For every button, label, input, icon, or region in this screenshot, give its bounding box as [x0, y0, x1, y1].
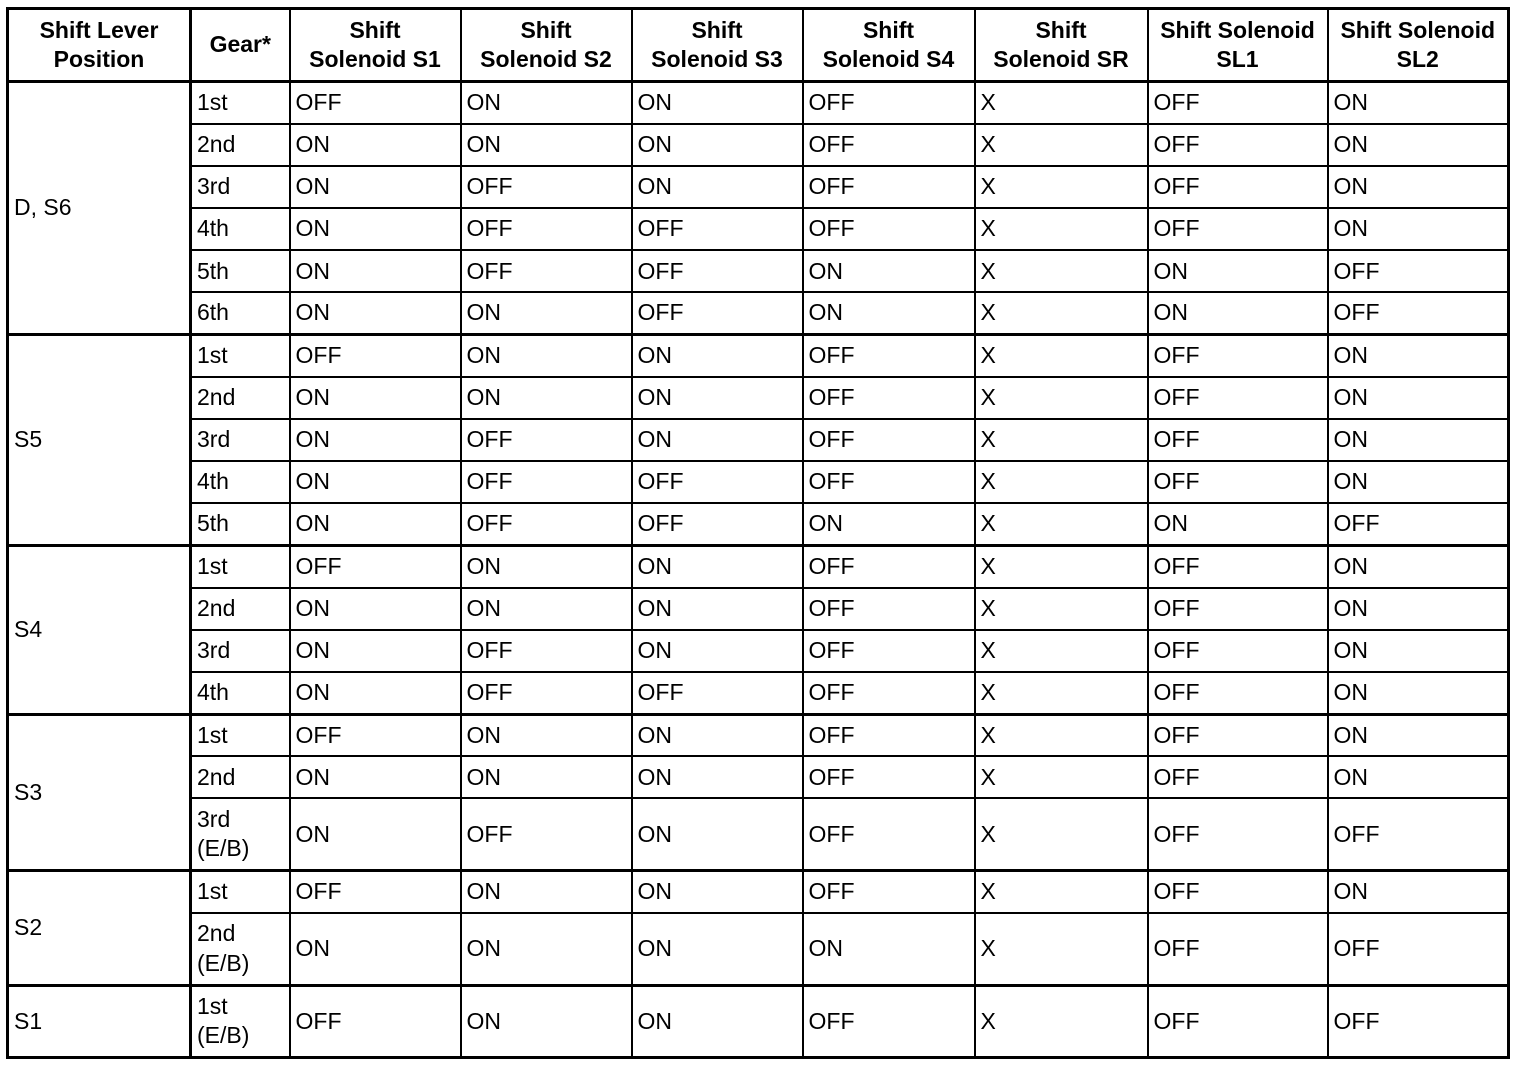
solenoid-s3-cell: ON — [632, 419, 803, 461]
solenoid-s4-cell: OFF — [803, 798, 975, 870]
solenoid-s2-cell: ON — [461, 588, 632, 630]
solenoid-s1-cell: ON — [290, 503, 461, 545]
solenoid-s3-cell: OFF — [632, 503, 803, 545]
table-body — [8, 82, 1509, 1058]
solenoid-s2-cell: OFF — [461, 419, 632, 461]
solenoid-sl2-cell: ON — [1328, 124, 1509, 166]
table-row — [8, 419, 1509, 461]
solenoid-sr-cell: X — [975, 503, 1148, 545]
table-row — [8, 250, 1509, 292]
solenoid-sl2-cell: OFF — [1328, 913, 1509, 985]
solenoid-sl2-cell: ON — [1328, 419, 1509, 461]
solenoid-s2-cell: OFF — [461, 166, 632, 208]
solenoid-sl1-cell: OFF — [1148, 545, 1328, 587]
gear-cell: 3rd — [191, 630, 290, 672]
gear-cell: 5th — [191, 503, 290, 545]
solenoid-s1-cell: OFF — [290, 871, 461, 913]
solenoid-sr-cell: X — [975, 756, 1148, 798]
solenoid-s2-cell: ON — [461, 871, 632, 913]
solenoid-sr-cell: X — [975, 985, 1148, 1057]
solenoid-s2-cell: ON — [461, 756, 632, 798]
gear-cell: 4th — [191, 208, 290, 250]
header-row — [8, 9, 1509, 82]
gear-cell: 1st — [191, 871, 290, 913]
solenoid-s4-cell: OFF — [803, 630, 975, 672]
solenoid-s2-cell: OFF — [461, 503, 632, 545]
col-header-solenoid-s4: Shift Solenoid S4 — [803, 9, 975, 82]
col-header-solenoid-s2: Shift Solenoid S2 — [461, 9, 632, 82]
solenoid-s3-cell: ON — [632, 798, 803, 870]
solenoid-s2-cell: OFF — [461, 630, 632, 672]
solenoid-sl2-cell: ON — [1328, 545, 1509, 587]
solenoid-operation-table — [6, 7, 1510, 1059]
gear-cell: 1st — [191, 82, 290, 124]
solenoid-sr-cell: X — [975, 419, 1148, 461]
solenoid-s1-cell: ON — [290, 419, 461, 461]
table-row — [8, 756, 1509, 798]
solenoid-s1-cell: ON — [290, 672, 461, 714]
solenoid-sr-cell: X — [975, 208, 1148, 250]
gear-cell: 2nd — [191, 124, 290, 166]
solenoid-sl1-cell: OFF — [1148, 756, 1328, 798]
solenoid-sl2-cell: ON — [1328, 208, 1509, 250]
gear-cell: 2nd — [191, 756, 290, 798]
solenoid-s1-cell: OFF — [290, 82, 461, 124]
solenoid-sr-cell: X — [975, 545, 1148, 587]
solenoid-s1-cell: OFF — [290, 714, 461, 756]
solenoid-sl1-cell: OFF — [1148, 588, 1328, 630]
solenoid-s3-cell: ON — [632, 82, 803, 124]
solenoid-s4-cell: OFF — [803, 335, 975, 377]
solenoid-s3-cell: ON — [632, 985, 803, 1057]
solenoid-s4-cell: ON — [803, 913, 975, 985]
solenoid-s4-cell: OFF — [803, 461, 975, 503]
solenoid-s4-cell: OFF — [803, 166, 975, 208]
solenoid-s2-cell: OFF — [461, 208, 632, 250]
solenoid-s3-cell: ON — [632, 871, 803, 913]
table-row — [8, 913, 1509, 985]
solenoid-s1-cell: OFF — [290, 335, 461, 377]
solenoid-s1-cell: ON — [290, 292, 461, 334]
solenoid-sr-cell: X — [975, 461, 1148, 503]
shift-lever-position-cell: S3 — [8, 714, 191, 871]
solenoid-sl1-cell: ON — [1148, 250, 1328, 292]
solenoid-s4-cell: OFF — [803, 545, 975, 587]
solenoid-sl2-cell: OFF — [1328, 250, 1509, 292]
solenoid-s1-cell: ON — [290, 377, 461, 419]
col-header-shift-lever-position: Shift Lever Position — [8, 9, 191, 82]
solenoid-sl1-cell: OFF — [1148, 798, 1328, 870]
solenoid-s2-cell: OFF — [461, 461, 632, 503]
solenoid-sl1-cell: OFF — [1148, 419, 1328, 461]
solenoid-sr-cell: X — [975, 588, 1148, 630]
gear-cell: 1st — [191, 714, 290, 756]
solenoid-sl2-cell: ON — [1328, 377, 1509, 419]
solenoid-sr-cell: X — [975, 124, 1148, 166]
solenoid-sr-cell: X — [975, 292, 1148, 334]
table-row — [8, 545, 1509, 587]
solenoid-sl1-cell: OFF — [1148, 985, 1328, 1057]
solenoid-sr-cell: X — [975, 630, 1148, 672]
solenoid-s3-cell: ON — [632, 377, 803, 419]
gear-cell: 3rd — [191, 166, 290, 208]
solenoid-sl2-cell: ON — [1328, 166, 1509, 208]
col-header-solenoid-s3: Shift Solenoid S3 — [632, 9, 803, 82]
solenoid-sl2-cell: ON — [1328, 82, 1509, 124]
solenoid-s1-cell: ON — [290, 208, 461, 250]
solenoid-sr-cell: X — [975, 913, 1148, 985]
solenoid-s1-cell: ON — [290, 756, 461, 798]
gear-cell: 1st — [191, 335, 290, 377]
solenoid-sl1-cell: OFF — [1148, 672, 1328, 714]
solenoid-sl1-cell: OFF — [1148, 124, 1328, 166]
solenoid-s3-cell: ON — [632, 588, 803, 630]
solenoid-sr-cell: X — [975, 166, 1148, 208]
gear-cell: 3rd — [191, 419, 290, 461]
shift-lever-position-cell: S1 — [8, 985, 191, 1057]
gear-cell: 2nd (E/B) — [191, 913, 290, 985]
solenoid-sl2-cell: ON — [1328, 335, 1509, 377]
gear-cell: 2nd — [191, 377, 290, 419]
solenoid-sl2-cell: OFF — [1328, 798, 1509, 870]
table-row — [8, 82, 1509, 124]
solenoid-s2-cell: ON — [461, 714, 632, 756]
solenoid-s4-cell: ON — [803, 503, 975, 545]
solenoid-s2-cell: ON — [461, 377, 632, 419]
solenoid-s3-cell: ON — [632, 630, 803, 672]
solenoid-s3-cell: ON — [632, 545, 803, 587]
solenoid-s2-cell: ON — [461, 913, 632, 985]
table-row — [8, 630, 1509, 672]
solenoid-s3-cell: OFF — [632, 208, 803, 250]
shift-lever-position-cell: S5 — [8, 335, 191, 546]
solenoid-s1-cell: ON — [290, 250, 461, 292]
table-row — [8, 292, 1509, 334]
solenoid-s4-cell: OFF — [803, 985, 975, 1057]
solenoid-s2-cell: ON — [461, 82, 632, 124]
table-row — [8, 124, 1509, 166]
table-row — [8, 714, 1509, 756]
solenoid-s3-cell: OFF — [632, 461, 803, 503]
solenoid-sr-cell: X — [975, 82, 1148, 124]
solenoid-sl1-cell: OFF — [1148, 377, 1328, 419]
solenoid-sl1-cell: OFF — [1148, 335, 1328, 377]
table-row — [8, 335, 1509, 377]
col-header-solenoid-sl1: Shift Solenoid SL1 — [1148, 9, 1328, 82]
solenoid-sr-cell: X — [975, 250, 1148, 292]
solenoid-sr-cell: X — [975, 672, 1148, 714]
solenoid-s3-cell: OFF — [632, 250, 803, 292]
gear-cell: 1st — [191, 545, 290, 587]
gear-cell: 5th — [191, 250, 290, 292]
solenoid-s1-cell: ON — [290, 630, 461, 672]
shift-lever-position-cell: S4 — [8, 545, 191, 714]
col-header-solenoid-s1: Shift Solenoid S1 — [290, 9, 461, 82]
gear-cell: 6th — [191, 292, 290, 334]
table-row — [8, 985, 1509, 1057]
table-row — [8, 166, 1509, 208]
solenoid-s1-cell: OFF — [290, 545, 461, 587]
solenoid-sr-cell: X — [975, 871, 1148, 913]
solenoid-sl1-cell: OFF — [1148, 714, 1328, 756]
solenoid-s3-cell: ON — [632, 714, 803, 756]
gear-cell: 4th — [191, 672, 290, 714]
solenoid-sr-cell: X — [975, 714, 1148, 756]
solenoid-s4-cell: OFF — [803, 82, 975, 124]
solenoid-sl2-cell: OFF — [1328, 985, 1509, 1057]
table-row — [8, 377, 1509, 419]
solenoid-s4-cell: OFF — [803, 208, 975, 250]
gear-cell: 2nd — [191, 588, 290, 630]
solenoid-s4-cell: OFF — [803, 756, 975, 798]
solenoid-s3-cell: OFF — [632, 292, 803, 334]
solenoid-s4-cell: OFF — [803, 672, 975, 714]
solenoid-sl2-cell: ON — [1328, 871, 1509, 913]
gear-cell: 3rd (E/B) — [191, 798, 290, 870]
solenoid-s1-cell: ON — [290, 124, 461, 166]
solenoid-sl2-cell: ON — [1328, 756, 1509, 798]
solenoid-s4-cell: OFF — [803, 377, 975, 419]
solenoid-sl1-cell: OFF — [1148, 82, 1328, 124]
solenoid-sl2-cell: ON — [1328, 588, 1509, 630]
solenoid-s3-cell: OFF — [632, 672, 803, 714]
table-row — [8, 503, 1509, 545]
solenoid-s2-cell: ON — [461, 124, 632, 166]
gear-cell: 4th — [191, 461, 290, 503]
solenoid-sl2-cell: OFF — [1328, 503, 1509, 545]
table-row — [8, 672, 1509, 714]
solenoid-s1-cell: ON — [290, 461, 461, 503]
table-header — [8, 9, 1509, 82]
solenoid-s4-cell: OFF — [803, 419, 975, 461]
solenoid-sl2-cell: OFF — [1328, 292, 1509, 334]
solenoid-s4-cell: OFF — [803, 714, 975, 756]
solenoid-s2-cell: OFF — [461, 672, 632, 714]
solenoid-s1-cell: ON — [290, 913, 461, 985]
solenoid-s2-cell: ON — [461, 985, 632, 1057]
solenoid-s2-cell: ON — [461, 292, 632, 334]
solenoid-s4-cell: OFF — [803, 124, 975, 166]
solenoid-s3-cell: ON — [632, 166, 803, 208]
solenoid-s1-cell: OFF — [290, 985, 461, 1057]
solenoid-s2-cell: ON — [461, 335, 632, 377]
table-row — [8, 871, 1509, 913]
solenoid-s2-cell: OFF — [461, 798, 632, 870]
table-row — [8, 208, 1509, 250]
solenoid-sl1-cell: OFF — [1148, 166, 1328, 208]
solenoid-s2-cell: ON — [461, 545, 632, 587]
solenoid-s1-cell: ON — [290, 166, 461, 208]
table-row — [8, 461, 1509, 503]
solenoid-s3-cell: ON — [632, 335, 803, 377]
gear-cell: 1st (E/B) — [191, 985, 290, 1057]
solenoid-sl1-cell: OFF — [1148, 208, 1328, 250]
solenoid-sr-cell: X — [975, 377, 1148, 419]
solenoid-s2-cell: OFF — [461, 250, 632, 292]
solenoid-s3-cell: ON — [632, 124, 803, 166]
shift-lever-position-cell: S2 — [8, 871, 191, 985]
solenoid-sl1-cell: OFF — [1148, 913, 1328, 985]
solenoid-sl1-cell: ON — [1148, 503, 1328, 545]
solenoid-s4-cell: OFF — [803, 871, 975, 913]
solenoid-s3-cell: ON — [632, 756, 803, 798]
solenoid-s4-cell: ON — [803, 250, 975, 292]
solenoid-s1-cell: ON — [290, 798, 461, 870]
solenoid-s3-cell: ON — [632, 913, 803, 985]
solenoid-s4-cell: OFF — [803, 588, 975, 630]
solenoid-sl2-cell: ON — [1328, 714, 1509, 756]
table-row — [8, 588, 1509, 630]
shift-lever-position-cell: D, S6 — [8, 82, 191, 335]
solenoid-s4-cell: ON — [803, 292, 975, 334]
solenoid-sr-cell: X — [975, 335, 1148, 377]
table-row — [8, 798, 1509, 870]
solenoid-sr-cell: X — [975, 798, 1148, 870]
solenoid-sl2-cell: ON — [1328, 630, 1509, 672]
solenoid-sl2-cell: ON — [1328, 672, 1509, 714]
solenoid-sl2-cell: ON — [1328, 461, 1509, 503]
solenoid-sl1-cell: OFF — [1148, 871, 1328, 913]
col-header-solenoid-sl2: Shift Solenoid SL2 — [1328, 9, 1509, 82]
solenoid-sl1-cell: OFF — [1148, 630, 1328, 672]
solenoid-sl1-cell: OFF — [1148, 461, 1328, 503]
solenoid-sl1-cell: ON — [1148, 292, 1328, 334]
col-header-solenoid-sr: Shift Solenoid SR — [975, 9, 1148, 82]
col-header-gear: Gear* — [191, 9, 290, 82]
solenoid-s1-cell: ON — [290, 588, 461, 630]
